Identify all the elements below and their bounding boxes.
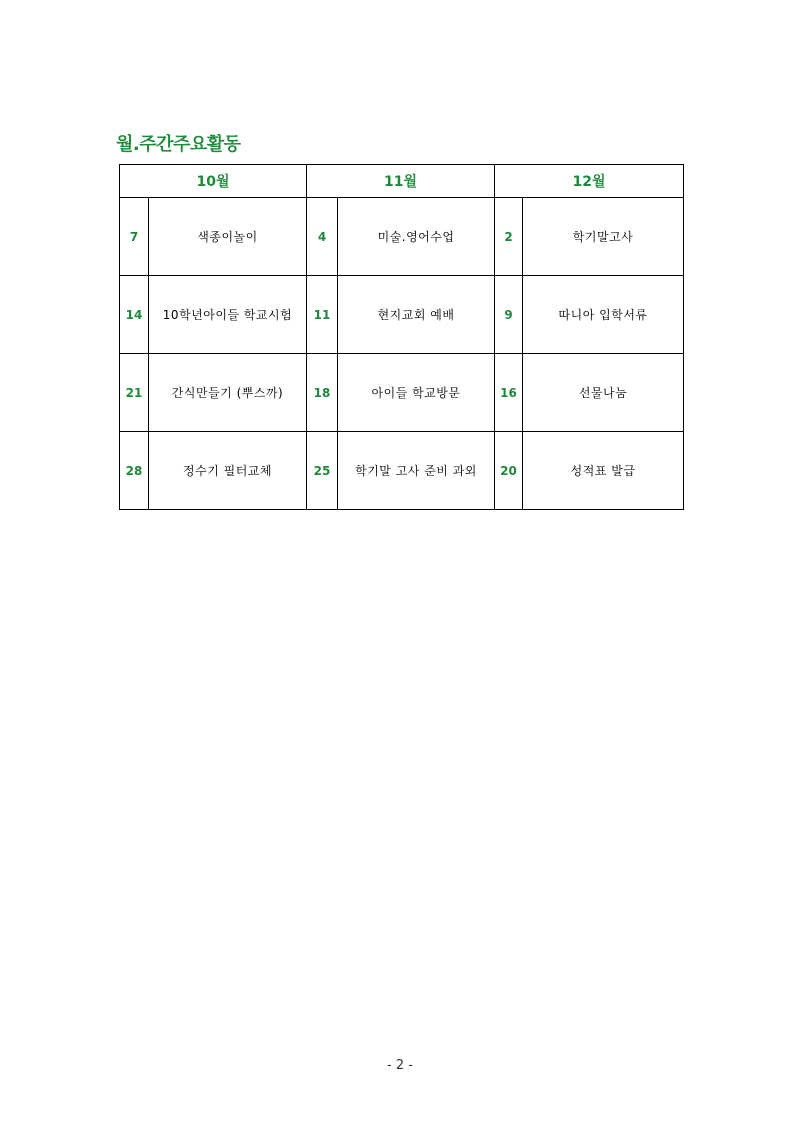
day-cell: 2 <box>495 198 523 276</box>
section-title: 월.주간주요활동 <box>116 134 241 155</box>
activity-cell: 간식만들기 (뿌스까) <box>149 354 307 432</box>
page-number: - 2 - <box>387 1058 413 1073</box>
activity-cell: 색종이놀이 <box>149 198 307 276</box>
activity-cell: 따니아 입학서류 <box>523 276 684 354</box>
activity-cell: 정수기 필터교체 <box>149 432 307 510</box>
day-cell: 20 <box>495 432 523 510</box>
day-cell: 4 <box>307 198 338 276</box>
table-row <box>120 432 684 510</box>
month-header-october: 10월 <box>120 165 307 198</box>
day-cell: 9 <box>495 276 523 354</box>
activity-cell: 학기말 고사 준비 과외 <box>338 432 495 510</box>
monthly-activity-table <box>119 164 684 510</box>
day-cell: 7 <box>120 198 149 276</box>
day-cell: 16 <box>495 354 523 432</box>
day-cell: 18 <box>307 354 338 432</box>
day-cell: 21 <box>120 354 149 432</box>
activity-cell: 선물나눔 <box>523 354 684 432</box>
month-header-november: 11월 <box>307 165 495 198</box>
day-cell: 25 <box>307 432 338 510</box>
activity-cell: 현지교회 예배 <box>338 276 495 354</box>
table-row <box>120 198 684 276</box>
month-header-row <box>120 165 684 198</box>
activity-cell: 아이들 학교방문 <box>338 354 495 432</box>
month-header-december: 12월 <box>495 165 684 198</box>
day-cell: 28 <box>120 432 149 510</box>
table-row <box>120 354 684 432</box>
activity-cell: 학기말고사 <box>523 198 684 276</box>
day-cell: 14 <box>120 276 149 354</box>
day-cell: 11 <box>307 276 338 354</box>
table-row <box>120 276 684 354</box>
activity-cell: 10학년아이들 학교시험 <box>149 276 307 354</box>
activity-cell: 성적표 발급 <box>523 432 684 510</box>
activity-cell: 미술.영어수업 <box>338 198 495 276</box>
